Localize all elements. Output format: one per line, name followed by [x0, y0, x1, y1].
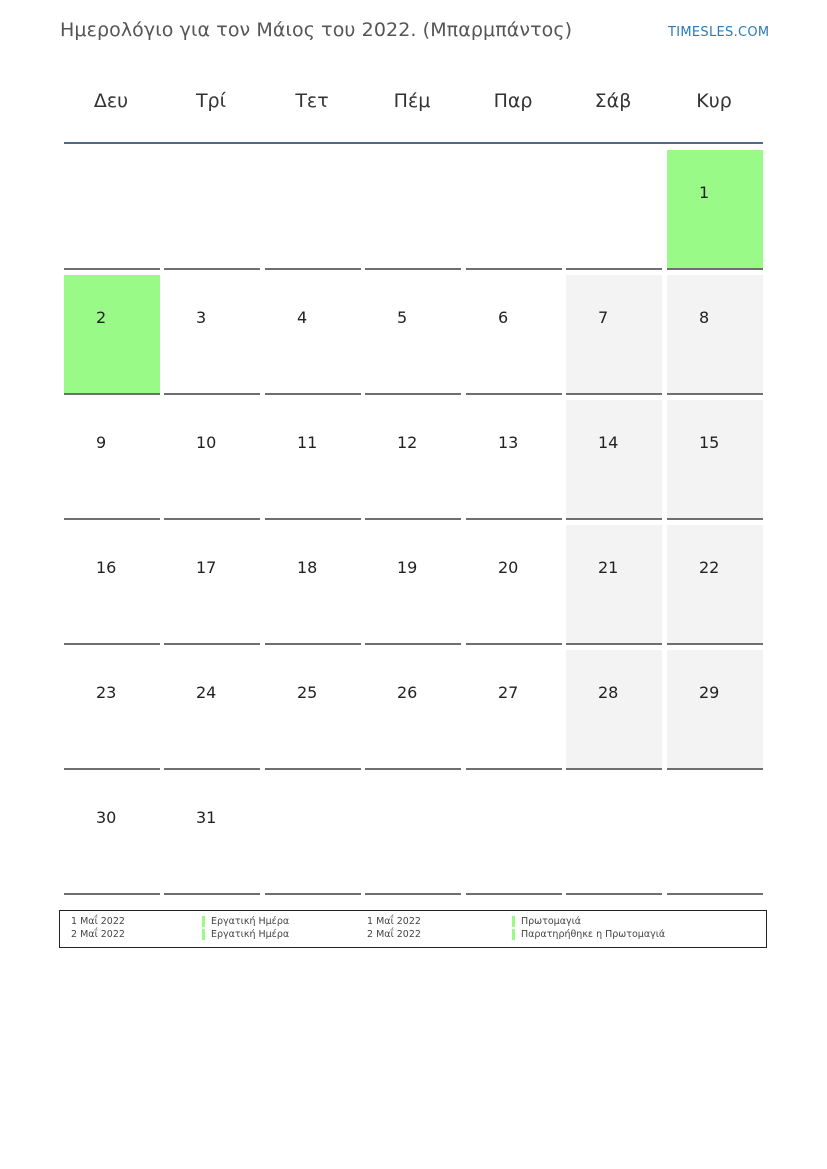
- legend-date: 2 Μαΐ 2022: [367, 929, 421, 940]
- empty-day-cell: [265, 775, 361, 895]
- weekday-header: [61, 90, 763, 120]
- holiday-legend: [59, 910, 767, 948]
- day-cell[interactable]: [64, 400, 160, 520]
- day-number: 13: [498, 433, 519, 452]
- day-number: 25: [297, 683, 318, 702]
- day-cell[interactable]: [566, 400, 662, 520]
- weekday-label: Κυρ: [696, 90, 732, 112]
- day-number: 18: [297, 558, 318, 577]
- weekday-label: Τρί: [195, 90, 227, 112]
- day-number: 4: [297, 308, 308, 327]
- day-cell[interactable]: [667, 150, 763, 270]
- weekday-label: Παρ: [493, 90, 533, 112]
- legend-holiday-name: Πρωτομαγιά: [512, 916, 581, 927]
- day-cell[interactable]: [365, 400, 461, 520]
- empty-day-cell: [466, 775, 562, 895]
- day-cell[interactable]: [466, 525, 562, 645]
- day-cell[interactable]: [64, 525, 160, 645]
- brand-link[interactable]: TIMESLES.COM: [668, 25, 770, 40]
- day-cell[interactable]: [365, 525, 461, 645]
- day-number: 17: [196, 558, 217, 577]
- day-cell[interactable]: [466, 275, 562, 395]
- day-number: 9: [96, 433, 107, 452]
- day-number: 6: [498, 308, 509, 327]
- day-cell[interactable]: [265, 275, 361, 395]
- day-cell[interactable]: [667, 525, 763, 645]
- weekday-label: Σάβ: [594, 90, 632, 112]
- day-cell[interactable]: [164, 400, 260, 520]
- day-cell[interactable]: [265, 525, 361, 645]
- day-number: 19: [397, 558, 418, 577]
- legend-holiday-name: Εργατική Ημέρα: [202, 929, 289, 940]
- empty-day-cell: [667, 775, 763, 895]
- day-cell[interactable]: [64, 775, 160, 895]
- legend-holiday-name: Εργατική Ημέρα: [202, 916, 289, 927]
- day-number: 20: [498, 558, 519, 577]
- day-cell[interactable]: [667, 275, 763, 395]
- empty-day-cell: [265, 150, 361, 270]
- day-cell[interactable]: [667, 400, 763, 520]
- day-number: 2: [96, 308, 107, 327]
- day-number: 8: [699, 308, 710, 327]
- day-number: 15: [699, 433, 720, 452]
- day-number: 7: [598, 308, 609, 327]
- day-cell[interactable]: [466, 400, 562, 520]
- legend-row: [60, 916, 766, 929]
- header-divider: [64, 142, 763, 144]
- day-cell[interactable]: [566, 525, 662, 645]
- legend-holiday-name: Παρατηρήθηκε η Πρωτομαγιά: [512, 929, 665, 940]
- day-number: 27: [498, 683, 519, 702]
- day-cell[interactable]: [265, 400, 361, 520]
- empty-day-cell: [566, 775, 662, 895]
- day-cell[interactable]: [64, 275, 160, 395]
- day-number: 12: [397, 433, 418, 452]
- weekday-label: Πέμ: [393, 90, 431, 112]
- day-number: 28: [598, 683, 619, 702]
- day-number: 5: [397, 308, 408, 327]
- day-number: 16: [96, 558, 117, 577]
- day-cell[interactable]: [164, 275, 260, 395]
- empty-day-cell: [365, 150, 461, 270]
- day-number: 1: [699, 183, 710, 202]
- day-number: 31: [196, 808, 217, 827]
- legend-row: [60, 929, 766, 942]
- day-number: 23: [96, 683, 117, 702]
- day-cell[interactable]: [566, 650, 662, 770]
- weekday-label: Δευ: [93, 90, 129, 112]
- empty-day-cell: [64, 150, 160, 270]
- day-cell[interactable]: [667, 650, 763, 770]
- day-number: 24: [196, 683, 217, 702]
- day-number: 30: [96, 808, 117, 827]
- day-number: 14: [598, 433, 619, 452]
- day-number: 10: [196, 433, 217, 452]
- day-cell[interactable]: [265, 650, 361, 770]
- empty-day-cell: [365, 775, 461, 895]
- day-number: 3: [196, 308, 207, 327]
- page-title: Ημερολόγιο για τον Μάιος του 2022. (Μπαρμπάντος): [60, 19, 573, 41]
- day-cell[interactable]: [466, 650, 562, 770]
- day-cell[interactable]: [365, 650, 461, 770]
- day-cell[interactable]: [566, 275, 662, 395]
- day-cell[interactable]: [64, 650, 160, 770]
- day-number: 21: [598, 558, 619, 577]
- day-cell[interactable]: [164, 775, 260, 895]
- empty-day-cell: [466, 150, 562, 270]
- day-number: 11: [297, 433, 318, 452]
- day-cell[interactable]: [164, 650, 260, 770]
- day-number: 22: [699, 558, 720, 577]
- day-number: 26: [397, 683, 418, 702]
- legend-date: 2 Μαΐ 2022: [71, 929, 125, 940]
- day-number: 29: [699, 683, 720, 702]
- weekday-label: Τετ: [295, 90, 329, 112]
- day-cell[interactable]: [365, 275, 461, 395]
- empty-day-cell: [566, 150, 662, 270]
- legend-date: 1 Μαΐ 2022: [367, 916, 421, 927]
- legend-date: 1 Μαΐ 2022: [71, 916, 125, 927]
- empty-day-cell: [164, 150, 260, 270]
- day-cell[interactable]: [164, 525, 260, 645]
